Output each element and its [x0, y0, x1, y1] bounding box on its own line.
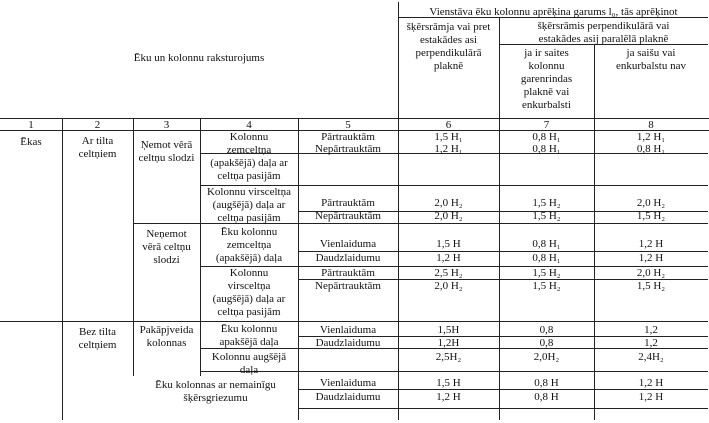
column-part-lower: Ēku kolonnu	[220, 226, 278, 238]
length-without-bracing: 1,5 H₂	[636, 210, 666, 222]
building-type: Ēkas	[20, 136, 42, 148]
length-without-bracing: 2,4H₂	[638, 351, 664, 363]
column-part-upper-stepped: daļa	[239, 364, 259, 376]
column-part-upper-with-beams: Kolonnu virsceltņa	[206, 186, 291, 198]
column-number: 4	[246, 119, 252, 131]
length-without-bracing: 1,2 H	[638, 377, 664, 389]
length-without-bracing: 1,2 H	[638, 391, 664, 403]
support-type: Nepārtrauktām	[315, 143, 381, 155]
crane-group-with: celtņiem	[78, 148, 117, 160]
column-part-lower-with-beams: zemceltņa	[226, 144, 272, 156]
length-without-bracing: 0,8 H₁	[636, 143, 666, 155]
column-number: 8	[648, 119, 654, 131]
column-part-upper: (augšējā) daļa ar	[212, 293, 286, 305]
header-col6-title: šķērsrāmja vai pret	[406, 21, 491, 33]
support-type: Pārtrauktām	[321, 197, 375, 209]
header-col7-title: kolonnu	[528, 60, 565, 72]
support-type: Daudzlaidumu	[315, 337, 381, 349]
length-without-bracing: 1,2	[644, 324, 658, 336]
load-not-considered: vērā celtņu	[142, 241, 191, 253]
length-frame-plane: 1,5 H	[436, 377, 461, 389]
column-part-upper: Kolonnu	[229, 267, 269, 279]
length-with-bracing: 0,8 H₁	[532, 252, 561, 264]
column-part-upper-stepped: Kolonnu augšējā	[211, 351, 287, 363]
stepped-columns: kolonnas	[146, 337, 187, 349]
load-considered: Ņemot vērā	[140, 139, 193, 151]
grid-line	[298, 389, 708, 390]
header-col78-title: šķērsrāmis perpendikulārā vai	[537, 20, 670, 32]
column-part-lower-stepped: Ēku kolonnu	[220, 323, 278, 335]
column-part-lower-with-beams: (apakšējā) daļa ar	[210, 157, 288, 169]
column-part-upper-with-beams: celtņa pasijām	[217, 212, 281, 224]
support-type: Pārtrauktām	[321, 267, 375, 279]
length-without-bracing: 2,0 H₂	[636, 267, 666, 279]
length-with-bracing: 0,8 H	[534, 377, 559, 389]
column-number: 1	[28, 119, 34, 131]
length-with-bracing: 0,8	[539, 324, 554, 336]
length-frame-plane: 2,5H₂	[435, 351, 462, 363]
header-col7-title: garenrindas	[520, 73, 573, 85]
support-type: Vienlaiduma	[319, 324, 377, 336]
crane-group-without: celtņiem	[78, 339, 117, 351]
support-type: Daudzlaidumu	[315, 252, 381, 264]
length-with-bracing: 0,8 H₁	[532, 143, 561, 155]
length-frame-plane: 1,2 H₁	[434, 143, 463, 155]
column-number: 3	[163, 119, 170, 131]
header-col8-title: enkurbalstu nav	[616, 60, 686, 72]
length-frame-plane: 1,5H	[437, 324, 460, 336]
length-with-bracing: 0,8 H	[534, 391, 559, 403]
column-part-upper-with-beams: (augšējā) daļa ar	[212, 199, 286, 211]
column-part-lower-with-beams: celtņa pasijām	[217, 170, 281, 182]
crane-group-with: Ar tilta	[81, 135, 114, 147]
length-frame-plane: 1,2 H	[436, 391, 461, 403]
length-frame-plane: 1,2 H	[436, 252, 461, 264]
length-frame-plane: 2,0 H₂	[434, 197, 463, 209]
length-with-bracing: 1,5 H₂	[532, 210, 561, 222]
length-without-bracing: 1,2 H	[638, 252, 664, 264]
support-type: Daudzlaidumu	[315, 391, 381, 403]
length-frame-plane: 1,5 H₁	[434, 131, 463, 143]
support-type: Pārtrauktām	[321, 131, 375, 143]
support-type: Nepārtrauktām	[315, 210, 381, 222]
header-col78-title: estakādes asij paralēlā plaknē	[538, 33, 669, 45]
length-without-bracing: 1,2 H₁	[636, 131, 666, 143]
header-col6-title: plaknē	[433, 60, 464, 72]
length-without-bracing: 1,2	[644, 337, 658, 349]
stepped-columns: Pakāpjveida	[139, 324, 194, 336]
length-with-bracing: 1,5 H₂	[532, 267, 561, 279]
length-frame-plane: 2,0 H₂	[434, 280, 463, 292]
column-number: 6	[445, 119, 452, 131]
header-col6-title: estakādes asi	[419, 34, 478, 46]
column-part-upper: celtņa pasijām	[217, 306, 281, 318]
header-col7-title: plaknē vai	[523, 86, 570, 98]
length-frame-plane: 1,5 H	[436, 238, 461, 250]
column-number: 5	[345, 119, 351, 131]
length-frame-plane: 1,2H	[437, 337, 460, 349]
length-with-bracing: 1,5 H₂	[532, 197, 561, 209]
grid-line	[298, 408, 708, 409]
support-type: Vienlaiduma	[319, 238, 377, 250]
support-type: Nepārtrauktām	[315, 280, 381, 292]
load-not-considered: Neņemot	[146, 228, 187, 240]
length-with-bracing: 0,8	[539, 337, 554, 349]
length-without-bracing: 1,2 H	[638, 238, 664, 250]
constant-section-columns: Ēku kolonnas ar nemainīgu	[155, 379, 276, 391]
length-with-bracing: 1,5 H₂	[532, 280, 561, 292]
column-part-lower-with-beams: Kolonnu	[229, 131, 269, 143]
column-part-upper: virsceltņa	[227, 280, 271, 292]
header-col8-title: ja saišu vai	[626, 47, 676, 59]
load-not-considered: slodzi	[153, 254, 180, 266]
header-col7-title: enkurbalsti	[522, 99, 571, 111]
header-col7-title: ja ir saites	[524, 47, 569, 59]
length-frame-plane: 2,0 H₂	[434, 210, 463, 222]
column-part-lower: zemceltņa	[226, 239, 272, 251]
load-considered: celtņu slodzi	[138, 152, 195, 164]
length-frame-plane: 2,5 H₂	[434, 267, 463, 279]
length-with-bracing: 0,8 H₁	[532, 131, 561, 143]
column-number: 2	[94, 119, 101, 131]
column-number: 7	[543, 119, 550, 131]
grid-line	[0, 321, 708, 322]
crane-group-without: Bez tilta	[79, 326, 116, 338]
column-part-lower: (apakšējā) daļa	[215, 252, 283, 264]
support-type: Vienlaiduma	[319, 377, 377, 389]
column-part-lower-stepped: apakšējā daļa	[219, 336, 279, 348]
header-group-title: Vienstāva ēku kolonnu aprēķina garums l₀, tās aprēķinot	[429, 6, 678, 18]
length-with-bracing: 0,8 H₁	[532, 238, 561, 250]
length-without-bracing: 2,0 H₂	[636, 197, 666, 209]
header-left-title: Ēku un kolonnu raksturojums	[133, 52, 265, 64]
length-without-bracing: 1,5 H₂	[636, 280, 666, 292]
grid-line	[62, 130, 63, 420]
constant-section-columns: šķērsgriezumu	[183, 392, 248, 404]
header-col6-title: perpendikulārā	[415, 47, 482, 59]
length-with-bracing: 2,0H₂	[533, 351, 560, 363]
